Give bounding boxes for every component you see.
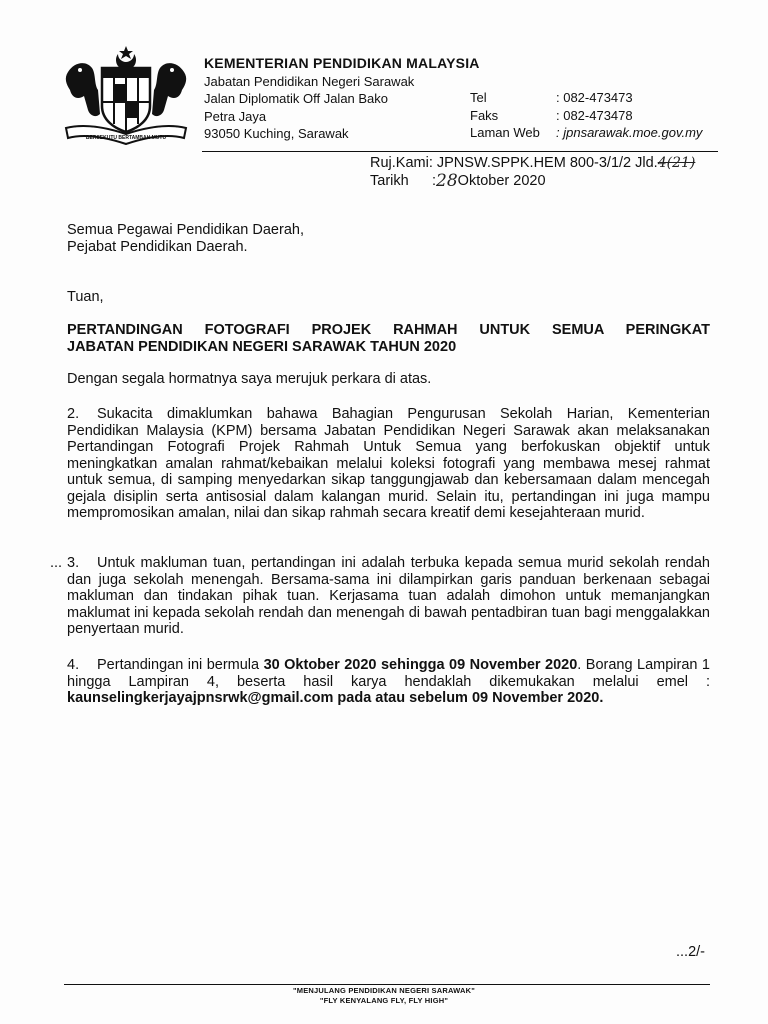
letterhead-divider [202,151,718,152]
subject-heading [67,322,710,355]
ref-value: : JPNSW.SPPK.HEM 800-3/1/2 Jld. [428,155,658,171]
paragraph-1: Dengan segala hormatnya saya merujuk perkara di atas. [67,371,432,387]
paragraph-4-text-c: . Borang Lampiran 1 hingga Lampiran 4, beserta hasil karya hendaklah dikemukakan melalui emel : [67,657,710,690]
paragraph-4 [67,657,710,707]
subject-line-1: PERTANDINGAN FOTOGRAFI PROJEK RAHMAH UNTUK SEMUA PERINGKAT [67,322,710,338]
paragraph-3-text: Untuk makluman tuan, pertandingan ini adalah terbuka kepada semua murid sekolah rendah dan juga sekolah menengah. Bersama-sama ini dilampirkan garis panduan berkenaan sebagai makluman dan tindakan pihak tuan. Kerjasama tuan adalah dimohon untuk memanjangkan maklumat ini kepada sekolah rendah dan menengah di bawah pentadbiran tuan bagi menggalakkan penyertaan murid. [67,555,710,637]
paragraph-2-text: Sukacita dimaklumkan bahawa Bahagian Pengurusan Sekolah Harian, Kementerian Pendidikan Malaysia (KPM) bersama Jabatan Pendidikan Negeri Sarawak akan melaksanakan Pertandingan Fotografi Projek Rahmah Untuk Semua yang berfokuskan objektif untuk meningkatkan amalan rahmat/kebaikan melalui koleksi fotografi yang membawa mesej rahmat untuk semua, di samping menyedarkan sikap tanggungjawab dan kebersamaan dalam mencegah gejala disiplin serta antisosial dalam kalangan murid. Selain itu, pertandingan ini juga mampu mempromosikan amalan, nilai dan sikap rahmah secara kreatif demi kesejahteraan murid. [67,406,710,521]
address-line: Jabatan Pendidikan Negeri Sarawak [204,73,415,89]
contact-fax [470,107,702,125]
address-line: 93050 Kuching, Sarawak [204,126,349,141]
date-handwritten-day: 28 [436,171,458,191]
footer-line-2: "FLY KENYALANG FLY, FLY HIGH" [319,996,449,1005]
subject-line-2: JABATAN PENDIDIKAN NEGERI SARAWAK TAHUN 2020 [67,338,457,355]
reference-date [370,172,695,190]
contact-web [470,124,702,142]
footer-divider [64,984,710,985]
svg-text:BERSEKUTU BERTAMBAH MUTU: BERSEKUTU BERTAMBAH MUTU [85,135,167,141]
addressee [67,222,710,255]
reference-number [370,154,695,172]
address-line: Petra Jaya [204,108,267,124]
web-value: : jpnsarawak.moe.gov.my [556,125,703,140]
paragraph-number: 4. [67,657,80,673]
ref-handwritten: 4(21) [657,155,696,171]
paragraph-4-text-a: Pertandingan ini bermula [97,657,264,673]
address-line: Jalan Diplomatik Off Jalan Bako [204,91,389,106]
paragraph-4-dates: 30 Oktober 2020 sehingga 09 November 2020 [263,657,578,673]
tel-label: Tel [470,90,487,105]
coat-of-arms-logo [60,44,192,146]
web-label: Laman Web [470,125,540,140]
organisation-name: KEMENTERIAN PENDIDIKAN MALAYSIA [204,55,480,71]
date-colon: : [432,173,437,189]
continuation-marker: ... [50,555,63,571]
addressee-line: Pejabat Pendidikan Daerah. [67,238,248,255]
paragraph-2 [67,406,710,522]
footer-line-1: "MENJULANG PENDIDIKAN NEGERI SARAWAK" [292,986,476,995]
contact-tel [470,89,702,107]
paragraph-3 [67,555,710,638]
paragraph-number: 3. [67,555,80,571]
page-continuation: ...2/- [676,944,706,960]
paragraph-number: 2. [67,406,80,422]
footer-slogan [0,986,768,1006]
salutation: Tuan, [67,289,104,305]
ref-label: Ruj.Kami [370,155,429,171]
tel-value: : 082-473473 [556,90,633,105]
fax-label: Faks [470,107,499,123]
fax-value: : 082-473478 [556,107,633,123]
letterhead-contact [470,89,702,142]
letterhead-address [204,55,480,143]
paragraph-4-email-deadline: kaunselingkerjayajpnsrwk@gmail.com pada atau sebelum 09 November 2020. [67,690,604,706]
date-month-year: Oktober 2020 [457,173,546,189]
reference-block [370,154,695,190]
addressee-line: Semua Pegawai Pendidikan Daerah, [67,222,304,238]
date-label: Tarikh [370,173,409,189]
